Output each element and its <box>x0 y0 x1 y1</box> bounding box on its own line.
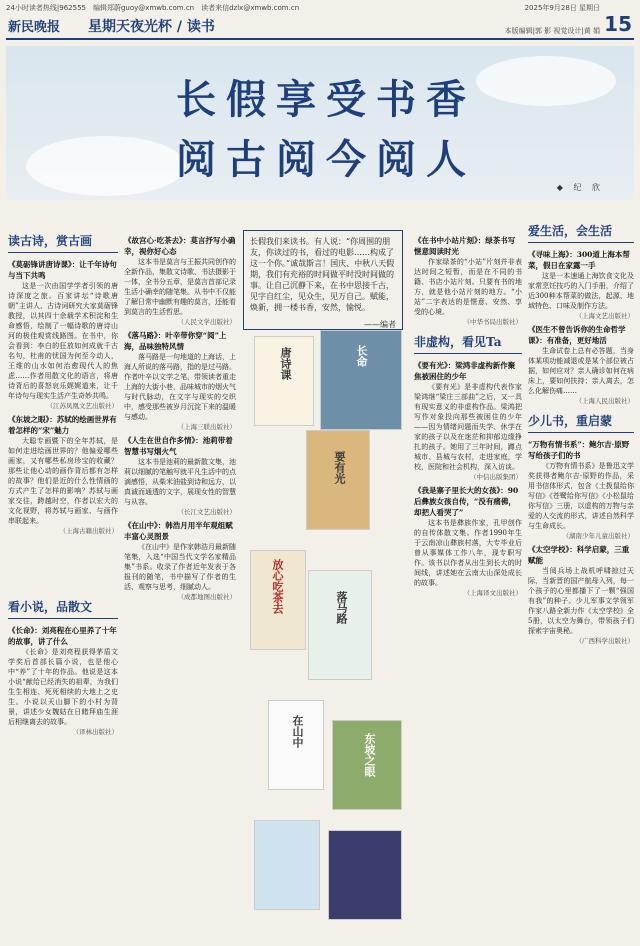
item-body: 这本书是池莉的最新散文集，池莉以细腻的笔触写就平凡生活中的点滴感悟，从柴米油盐到诗和远方，以真诚而通透的文字，展现女性的智慧与从容。 <box>124 458 236 506</box>
header-rule <box>6 38 634 40</box>
article-author: ◆ 纪 欣 <box>556 183 604 192</box>
book-cover <box>328 830 402 920</box>
item-body: 《在山中》是作家韩浩月最新随笔集，入选“中国当代文学名家精品集”书系。收录了作者近年发表于各报刊的随笔，书中描写了作者的生活、观察与思考，细腻动人。 <box>124 543 236 591</box>
masthead <box>0 12 640 38</box>
book-cover <box>254 820 320 910</box>
section-heading: 读古诗，赏古画 <box>8 232 118 253</box>
page-number: 15 <box>604 12 632 36</box>
editor-note-box <box>243 230 403 330</box>
item-source: （译林出版社） <box>72 728 118 736</box>
editor-signoff: ——编者 <box>364 320 396 329</box>
item-source: （上海三联出版社） <box>177 423 236 431</box>
book-cover: 唐诗课 <box>254 336 314 426</box>
item-title: 《人生在世自作多情》：池莉带着智慧书写烟火气 <box>124 436 233 456</box>
item-title: 《医生不曾告诉你的生命哲学课》：有准备，更好地活 <box>528 325 626 345</box>
column-nonfiction <box>414 232 522 932</box>
item-body: 大聪专画暨下的全年苏轼，是如何走进绘画世界的？他偏爱哪些画家，又有哪些私房珍宝的收藏？那些让他心动的画作背后都有怎样的故事？他们是近的什么性情画的方式产生了怎样的影响？苏轼与画家交往，跨越时空，作者以宏大的文化视野，将苏轼与画家、与画作串联起来。 <box>8 437 118 525</box>
item-body: 《要有光》是非虚构代表作家梁鸿继“梁庄三部曲”之后，又一具有现实意义的非虚构作品。梁鸿把写作对象投向那些被困住的少年——因为情绪问题而失学、休学在家的孩子以及在迷茫和抑郁边缘挣扎的孩子。她用了三年时间，蹲点城市、县城与农村，走进家庭，学校，医院和社会机构，深入访谈。 <box>414 383 522 471</box>
item-source: （上海人民出版社） <box>575 397 634 405</box>
item-source: （上海文艺出版社） <box>575 312 634 320</box>
banner-title-line2: 阅古阅今阅人 <box>176 136 476 183</box>
item-title: 《故宫心·吃茶去》：莫言抒写小确幸，视你好心态 <box>124 236 236 256</box>
item-source: （江苏凤凰文艺出版社） <box>46 402 118 410</box>
item-source: （湖南少年儿童出版社） <box>562 532 634 540</box>
section-heading: 非虚构，看见Ta <box>414 333 522 354</box>
cloud-decor <box>476 56 616 106</box>
column-life-kids <box>528 222 634 932</box>
section-title: 星期天夜光杯 / 读书 <box>88 19 215 35</box>
editor-meta: 本版编辑|郭 影 视觉设计|黄 娟 <box>504 27 600 35</box>
item-body: 这本书是彝族作家，孔甲创作的自传体散文集。作者1990年生于云南凉山彝族村落，大专毕业后曾从事媒体工作八年，现专职写作。该书以作者从出生到长大的时间线，讲述她在云南大山深处成长的故事。 <box>414 519 522 587</box>
newspaper-logo: 新民晚报 <box>8 20 61 35</box>
item-title: 《莫砺锋讲唐诗课》：让千年诗句与当下共鸣 <box>8 260 117 280</box>
book-cover: 要有光 <box>306 430 370 530</box>
banner-title-line1: 长假享受书香 <box>176 76 476 123</box>
item-source: （人民文学出版社） <box>177 318 236 326</box>
item-body: 落马路是一句地道的上海话，上海人所说的落马路，指的是过马路。作者叶辛以文学之笔，带领读者重走上海的大街小巷，品味城市的烟火气与时代脉动，在文字与现实的交织中，感受那些被岁月沉淀下来的温暖与感动。 <box>124 353 236 421</box>
item-title: 《在山中》：韩浩月用半年观组赋丰富心灵图景 <box>124 521 233 541</box>
item-title: 《太空学校》：科学启蒙，三重赋能 <box>528 545 630 565</box>
book-cover-collage <box>248 320 408 920</box>
section-heading: 少儿书，重启蒙 <box>528 412 634 433</box>
hotline-text: 24小时读者热线|962555 编辑郑蔚guoy@xmwb.com.cn 读者来信dzlx@xmwb.com.cn <box>6 4 300 12</box>
column-essays <box>124 232 236 932</box>
item-body: 作家绿茶的“小站”片刻并非表达时间之短暂，而是在不同的书籍、书店小站片刻。只要有书的地方，就是他小站片刻的地方。“小站”二字表达的是惬意、安然、享受的心境。 <box>414 258 522 316</box>
item-source: （中华书局出版社） <box>463 318 522 326</box>
section-heading: 爱生活，会生活 <box>528 222 634 243</box>
item-body: 这本书是莫言与王振共同创作的全新作品，集散文诗歌、书法摄影于一体，全书分五章，是莫言首部记录生活小确幸的随笔集。从书中不仅能了解日常中幽默有趣的莫言，还能看到莫言的生活哲思。 <box>124 258 236 316</box>
item-title: 《落马路》：叶辛带你穿“阅”上海，品味独特风情 <box>124 331 227 351</box>
item-source: （中信出版集团） <box>470 473 522 481</box>
editor-note-text: 长假我们来读书。有人说：“你周围的朋友，你读过的书，看过的电影……构成了这一个你。”诚哉斯言！国庆、中秋八天假期，我们有充裕的时间做平时没时间做的事。让自己沉静下来，在书中思接千古，见字自红尘，见众生，见万自己。赋能，焕新，拥一楼书香，安然，愉悦。 <box>250 237 395 312</box>
item-source: （上海古籍出版社） <box>59 527 118 535</box>
item-source: （上海译文出版社） <box>463 589 522 597</box>
item-body: 这是一本速通上海饮食文化及家常烹饪技巧的入门手册，介绍了近300种本帮菜的做法，起源、地域特色、口味及制作方法。 <box>528 272 634 310</box>
book-cover: 落马路 <box>308 570 372 680</box>
book-cover: 在山中 <box>268 700 324 790</box>
item-body: 生命试卷上总有必答题，当身体某项功能减退或是某个部位被占据，如何应对？亲人确诊如何在病床上，要如何扶持；亲人离去，怎么化解伤痛…… <box>528 347 634 395</box>
item-body: 《万物有情书系》是鲁迅文学奖获得者鲍尔吉·原野的作品，采用书信体形式，包含《土拨鼠给你写信》《苍鹭给你写信》《小松鼠给你写信》三册，以虚构的万物与亲爱的人交流的形式，讲述自然科学与生命成长。 <box>528 462 634 530</box>
item-source: （长江文艺出版社） <box>177 508 236 516</box>
column-poetry <box>8 232 118 592</box>
cloud-decor <box>26 136 186 196</box>
item-body: 《长命》是刘亮程获得茅盾文学奖后首部长篇小说，也是他心中“养”了十年的作品。他说是这本小说“献给已经消失的祖辈，为我们生生相连、死死相续的大地上之史生。小说以天山脚下的小村为背景，讲述少女魏姑在日睹拜庙生涯后相继离去的故事。 <box>8 648 118 726</box>
item-body: 当阅兵场上战机呼啸掠过天际，当新晋的国产航母入列，每一个孩子的心里都播下了一颗“强国有我”的种子。少儿军事文学领军作家八路全新力作《太空学校》全5册，以太空为舞台，带领孩子们探索宇宙奥秘。 <box>528 567 634 635</box>
book-cover: 长命 <box>320 330 402 430</box>
book-cover: 放心吃茶去 <box>250 550 306 650</box>
item-title: 《在书中小站片刻》：绿茶书写惬意阅读时光 <box>414 236 516 256</box>
item-source: （广西科学出版社） <box>575 637 634 645</box>
item-source: （成都地图出版社） <box>177 593 236 601</box>
item-title: “万物有情书系”：鲍尔吉·原野写给孩子们的书 <box>528 440 630 460</box>
item-title: 《我是寨子里长大的女孩》：90后彝族女孩自传，“没有痛佛，却把人看哭了” <box>414 486 519 517</box>
book-cover: 东坡之眼 <box>332 720 402 810</box>
item-title: 《要有光》：梁鸿非虚构新作聚焦被困住的少年 <box>414 361 516 381</box>
date-text: 2025年9月28日 星期日 <box>524 4 600 12</box>
item-title: 《东坡之眼》：苏轼的绘画世界有着怎样的“宋”魅力 <box>8 415 117 435</box>
column-fiction <box>8 598 118 928</box>
banner <box>6 46 634 200</box>
item-title: 《寻味上海》：300道上海本帮菜，假日在家露一手 <box>528 250 630 270</box>
section-heading: 看小说，品散文 <box>8 598 118 619</box>
item-title: 《长命》：刘亮程在心里养了十年的故事，讲了什么 <box>8 626 117 646</box>
item-body: 这是一次由国学学者引领的唐诗深度之旅。百家讲坛“诗歌唐朝”主讲人、古诗词研究大家莫砺锋教授，以其四十余载学术积淀和生命感悟，绘制了一幅诗歌的唐诗山河的极佳观赏线路图。在书中，你会看到：李白的狂放如何成就千古名句，杜甫的忧国为何至今动人，王维的山水如何治愈现代人的焦虑……作者用散文化的语言，将唐诗背后的喜怒哀乐娓娓道来，让千年诗句与现实生活产生奇妙共鸣。 <box>8 282 118 400</box>
